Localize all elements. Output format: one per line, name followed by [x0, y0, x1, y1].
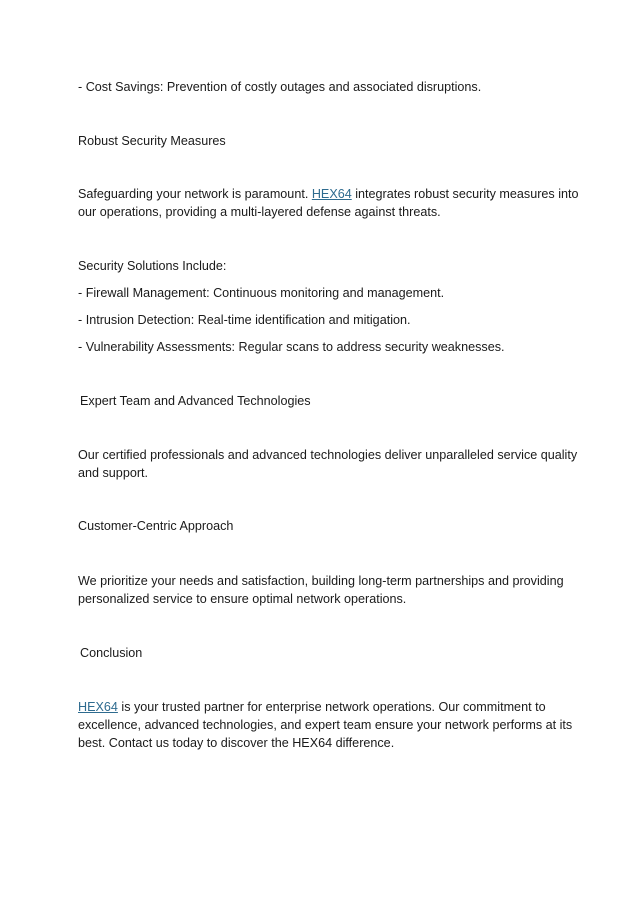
security-solutions-heading: Security Solutions Include: — [78, 259, 227, 273]
solution-item-vulnerability: - Vulnerability Assessments: Regular scans to address security weaknesses. — [78, 340, 505, 354]
solution-item-firewall: - Firewall Management: Continuous monitoring and management. — [78, 286, 445, 300]
conclusion-body — [78, 698, 583, 752]
customer-body: We prioritize your needs and satisfaction, building long-term partnerships and providing personalized service to ensure optimal network operations. — [78, 574, 564, 606]
security-intro-text-after: integrates robust security measures into our operations, providing a multi-layered defense against threats. — [78, 187, 579, 219]
security-intro-text-before: Safeguarding your network is paramount. — [78, 187, 312, 201]
customer-heading: Customer-Centric Approach — [78, 519, 234, 533]
security-heading: Robust Security Measures — [78, 134, 226, 148]
security-intro — [78, 185, 583, 221]
hex64-conclusion-link[interactable]: HEX64 — [78, 700, 118, 714]
conclusion-heading: Conclusion — [80, 646, 143, 660]
solution-item-intrusion: - Intrusion Detection: Real-time identification and mitigation. — [78, 313, 411, 327]
cost-savings-item: - Cost Savings: Prevention of costly outages and associated disruptions. — [78, 80, 482, 94]
expert-body: Our certified professionals and advanced technologies deliver unparalleled service quality and support. — [78, 448, 578, 480]
expert-heading: Expert Team and Advanced Technologies — [80, 394, 311, 408]
hex64-link[interactable]: HEX64 — [311, 187, 352, 201]
conclusion-body-text: is your trusted partner for enterprise network operations. Our commitment to excellence, advanced technologies, and expert team ensure your network performs at its best. Contact us today to discover the HEX64 difference. — [78, 700, 573, 750]
